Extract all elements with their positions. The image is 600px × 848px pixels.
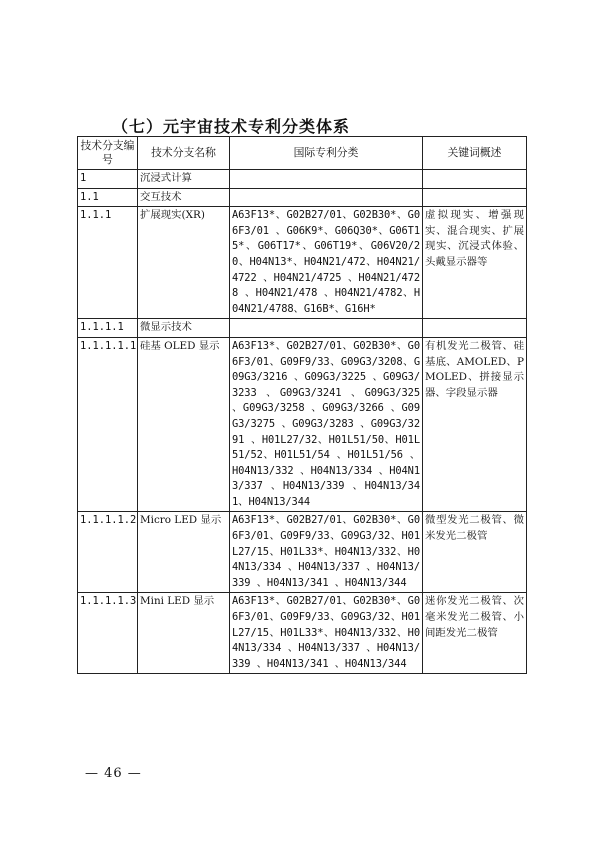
ipc-codes xyxy=(230,170,423,189)
branch-code: 1.1.1.1.2 xyxy=(78,512,138,593)
branch-code: 1 xyxy=(78,170,138,189)
keywords: 有机发光二极管、硅基底、AMOLED、PMOLED、拼接显示器、字段显示器 xyxy=(423,337,527,512)
branch-name: 微显示技术 xyxy=(138,319,230,338)
table-row xyxy=(78,188,527,207)
header-keywords: 关键词概述 xyxy=(423,137,527,170)
keywords: 微型发光二极管、微米发光二极管 xyxy=(423,512,527,593)
keywords xyxy=(423,170,527,189)
header-ipc: 国际专利分类 xyxy=(230,137,423,170)
keywords xyxy=(423,319,527,338)
header-branch-code: 技术分支编号 xyxy=(78,137,138,170)
section-heading: （七）元宇宙技术专利分类体系 xyxy=(112,117,351,136)
table-row xyxy=(78,512,527,593)
table-row xyxy=(78,337,527,512)
ipc-codes: A63F13*、G02B27/01、G02B30*、G06F3/01 、G06K9*、G06Q30*、G06T15*、G06T17*、G06T19*、G06V20/20、H04N13*、H04N21/472、H04N21/4722 、H04N21/4725 、H04N21/4728 、H04N21/478 、H04N21/4782、H04N21/4788、G16B*、G16H* xyxy=(230,207,423,319)
patent-classification-table xyxy=(77,136,527,674)
branch-code: 1.1.1.1.3 xyxy=(78,593,138,674)
branch-name: 硅基 OLED 显示 xyxy=(138,337,230,512)
keywords xyxy=(423,188,527,207)
keywords: 迷你发光二极管、次毫米发光二极管、小间距发光二极管 xyxy=(423,593,527,674)
branch-name: 扩展现实(XR) xyxy=(138,207,230,319)
keywords: 虚拟现实、增强现实、混合现实、扩展现实、沉浸式体验、头戴显示器等 xyxy=(423,207,527,319)
table-row xyxy=(78,319,527,338)
branch-code: 1.1 xyxy=(78,188,138,207)
ipc-codes: A63F13*、G02B27/01、G02B30*、G06F3/01、G09F9/33、G09G3/32、H01L27/15、H01L33*、H04N13/332、H04N13/334 、H04N13/337 、H04N13/339 、H04N13/341 、H04N13/344 xyxy=(230,593,423,674)
branch-name: 沉浸式计算 xyxy=(138,170,230,189)
table-row xyxy=(78,207,527,319)
table-row xyxy=(78,593,527,674)
branch-code: 1.1.1.1 xyxy=(78,319,138,338)
branch-name: Mini LED 显示 xyxy=(138,593,230,674)
branch-code: 1.1.1.1.1 xyxy=(78,337,138,512)
table-header-row xyxy=(78,137,527,170)
ipc-codes xyxy=(230,319,423,338)
table-row xyxy=(78,170,527,189)
page-number: — 46 — xyxy=(85,766,142,781)
branch-name: Micro LED 显示 xyxy=(138,512,230,593)
ipc-codes: A63F13*、G02B27/01、G02B30*、G06F3/01、G09F9/33、G09G3/32、H01L27/15、H01L33*、H04N13/332、H04N13/334 、H04N13/337 、H04N13/339 、H04N13/341 、H04N13/344 xyxy=(230,512,423,593)
ipc-codes: A63F13*、G02B27/01、G02B30*、G06F3/01、G09F9/33、G09G3/3208、G09G3/3216 、G09G3/3225 、G09G3/3233 、G09G3/3241 、G09G3/325 、G09G3/3258 、G09G3/3266 、G09G3/3275 、G09G3/3283 、G09G3/3291 、H01L27/32、H01L51/50、H01L51/52、H01L51/54 、H01L51/56 、H04N13/332 、H04N13/334 、H04N13/337 、H04N13/339 、H04N13/341、H04N13/344 xyxy=(230,337,423,512)
header-branch-name: 技术分支名称 xyxy=(138,137,230,170)
ipc-codes xyxy=(230,188,423,207)
branch-code: 1.1.1 xyxy=(78,207,138,319)
branch-name: 交互技术 xyxy=(138,188,230,207)
